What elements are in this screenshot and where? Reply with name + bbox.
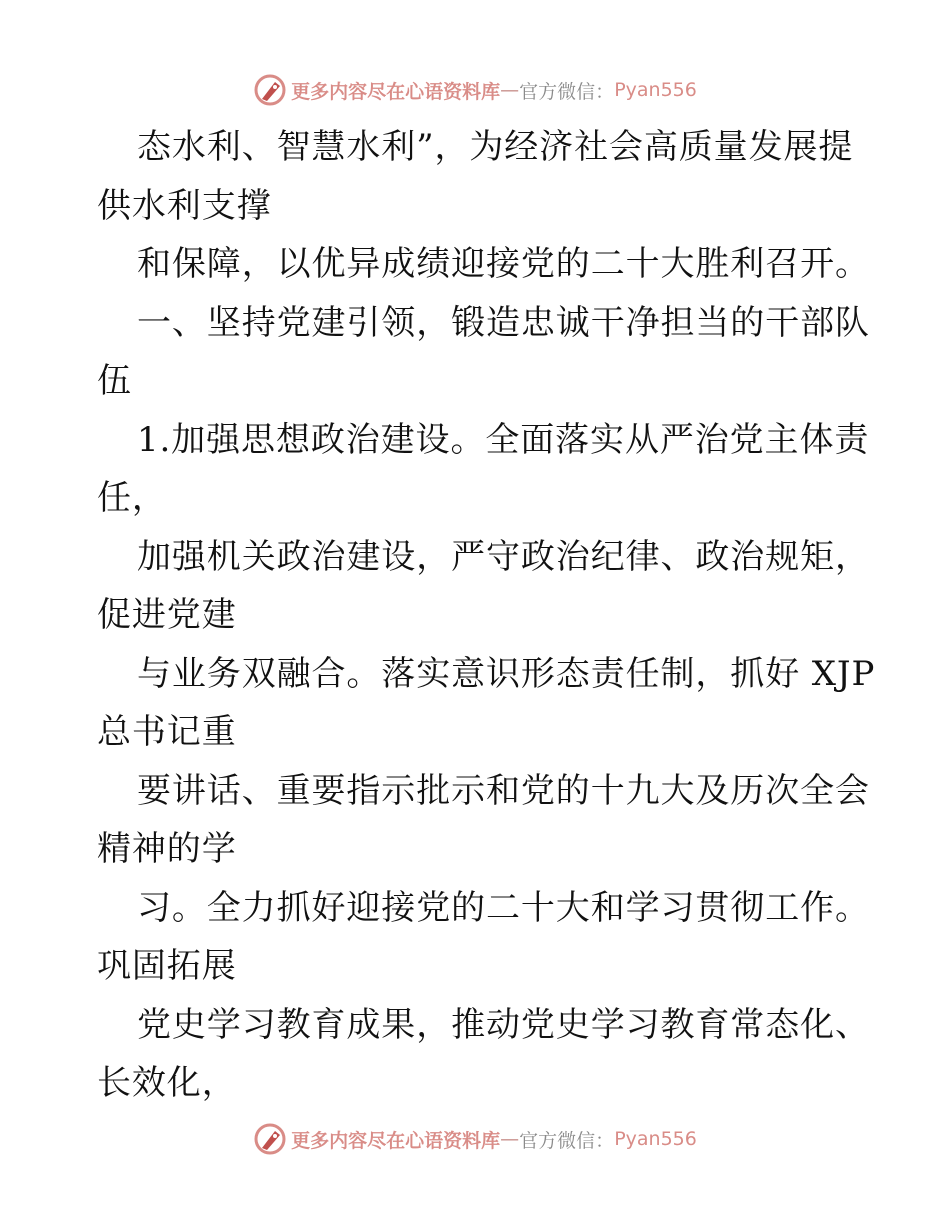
watermark-dash: —: [500, 1128, 520, 1150]
watermark-wechat-id: Pyan556: [614, 79, 697, 101]
pen-nib-logo-icon: [253, 73, 287, 107]
watermark-main-text: 更多内容尽在心语资料库: [291, 80, 501, 103]
text-line: 与业务双融合。落实意识形态责任制，抓好 XJP: [137, 653, 876, 694]
document-body: [97, 118, 876, 1113]
pen-nib-logo-icon: [253, 1122, 287, 1156]
watermark-main-text: 更多内容尽在心语资料库: [291, 1129, 501, 1152]
text-line: 和保障，以优异成绩迎接党的二十大胜利召开。: [137, 244, 870, 284]
text-line: 一、坚持党建引领，锻造忠诚干净担当的干部队: [137, 302, 870, 343]
text-line: 要讲话、重要指示批示和党的十九大及历次全会: [137, 770, 870, 811]
text-line: 态水利、智慧水利”，为经济社会高质量发展提: [137, 127, 854, 167]
text-line: 伍: [97, 361, 132, 401]
text-line: 巩固拓展: [97, 946, 237, 986]
text-line: 总书记重: [97, 712, 237, 752]
watermark-dash: —: [500, 79, 520, 101]
text-line: 供水利支撑: [97, 185, 272, 226]
text-line: 精神的学: [97, 829, 237, 869]
text-line: 习。全力抓好迎接党的二十大和学习贯彻工作。: [137, 887, 870, 928]
text-line: 任，: [97, 478, 167, 518]
watermark-wechat-id: Pyan556: [614, 1128, 697, 1150]
text-line: 加强机关政治建设，严守政治纪律、政治规矩，: [137, 536, 870, 577]
text-line: 长效化，: [97, 1063, 237, 1103]
header-watermark: [0, 70, 950, 110]
footer-watermark: [0, 1119, 950, 1159]
watermark-wechat-label: 官方微信：: [519, 1129, 615, 1152]
text-line: 党史学习教育成果，推动党史学习教育常态化、: [137, 1004, 870, 1045]
text-line: 1.加强思想政治建设。全面落实从严治党主体责: [137, 419, 870, 460]
text-line: 促进党建: [97, 595, 237, 635]
watermark-wechat-label: 官方微信：: [519, 80, 615, 103]
